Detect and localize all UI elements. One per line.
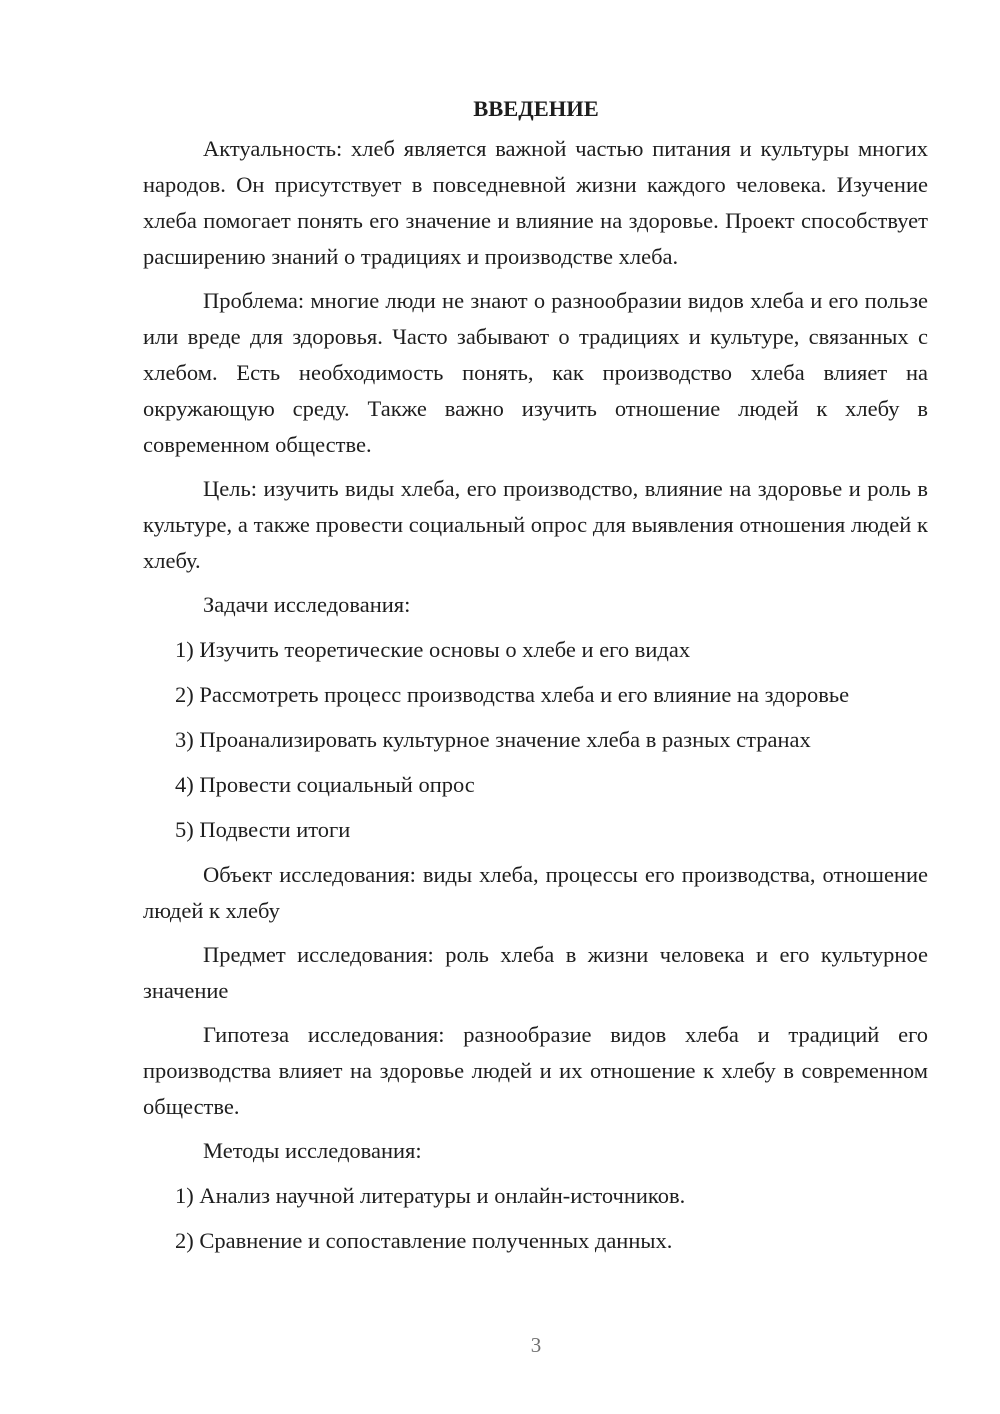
task-item: 2) Рассмотреть процесс производства хлеба и его влияние на здоровье (175, 682, 850, 707)
document-page (143, 94, 928, 1268)
subject-paragraph: Предмет исследования: роль хлеба в жизни человека и его культурное значение (143, 942, 928, 1003)
task-item: 4) Провести социальный опрос (175, 772, 475, 797)
relevance-paragraph: Актуальность: хлеб является важной частью питания и культуры многих народов. Он присутствует в повседневной жизни каждого человека. Изучение хлеба помогает понять его значение и влияние на здоровье. Проект способствует расширению знаний о традициях и производстве хлеба. (143, 136, 928, 269)
task-item: 5) Подвести итоги (175, 817, 351, 842)
page-number: 3 (530, 1333, 542, 1357)
object-paragraph: Объект исследования: виды хлеба, процессы его производства, отношение людей к хлебу (143, 862, 928, 923)
methods-list (143, 1178, 928, 1259)
goal-paragraph: Цель: изучить виды хлеба, его производство, влияние на здоровье и роль в культуре, а также провести социальный опрос для выявления отношения людей к хлебу. (143, 476, 928, 573)
page-title: ВВЕДЕНИЕ (473, 96, 599, 121)
tasks-list (143, 632, 928, 848)
problem-paragraph: Проблема: многие люди не знают о разнообразии видов хлеба и его пользе или вреде для здоровья. Часто забывают о традициях и культуре, связанных с хлебом. Есть необходимость понять, как производство хлеба влияет на окружающую среду. Также важно изучить отношение людей к хлебу в современном обществе. (143, 288, 928, 457)
method-item: 2) Сравнение и сопоставление полученных данных. (175, 1228, 673, 1253)
tasks-heading: Задачи исследования: (203, 592, 411, 617)
task-item: 3) Проанализировать культурное значение хлеба в разных странах (175, 727, 811, 752)
hypothesis-paragraph: Гипотеза исследования: разнообразие видов хлеба и традиций его производства влияет на здоровье людей и их отношение к хлебу в современном обществе. (143, 1022, 928, 1119)
task-item: 1) Изучить теоретические основы о хлебе и его видах (175, 637, 691, 662)
method-item: 1) Анализ научной литературы и онлайн-источников. (175, 1183, 686, 1208)
methods-heading: Методы исследования: (203, 1138, 422, 1163)
